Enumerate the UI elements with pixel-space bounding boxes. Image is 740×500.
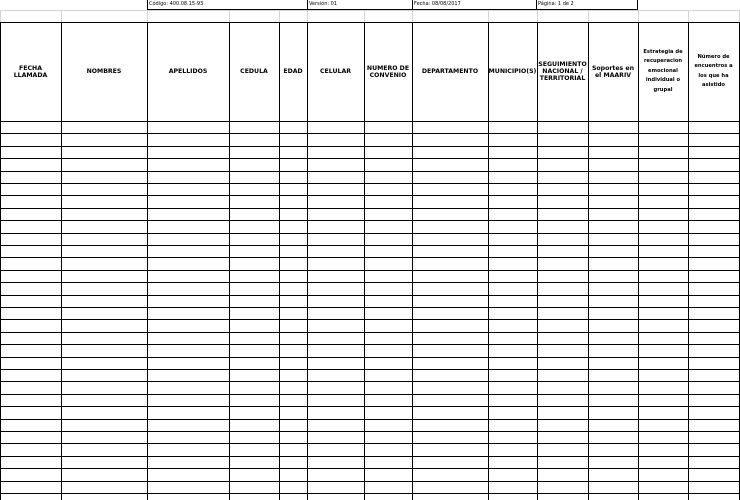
row-border <box>0 307 740 308</box>
column-border <box>147 22 148 500</box>
header-codigo: Código: 400.08.15-93 <box>149 1 204 7</box>
row-border <box>0 381 740 382</box>
column-border <box>229 22 230 500</box>
gridline <box>588 10 589 22</box>
column-border <box>412 22 413 500</box>
header-pagina: Página: 1 de 2 <box>538 1 574 7</box>
row-border <box>0 443 740 444</box>
gridline <box>488 10 489 22</box>
header-top-border <box>0 22 740 23</box>
row-border <box>0 431 740 432</box>
row-border <box>0 369 740 370</box>
column-header: Número de encuentros a los que ha asistido <box>694 53 733 88</box>
row-border <box>0 295 740 296</box>
row-border <box>0 146 740 147</box>
row-border <box>0 419 740 420</box>
column-header: Estrategia de recuperacion emocional individual o grupal <box>643 48 683 93</box>
row-border <box>0 282 740 283</box>
column-header: NUMERO DE CONVENIO <box>366 64 410 79</box>
row-border <box>0 468 740 469</box>
header-bottom-border <box>0 121 740 122</box>
column-border <box>588 22 589 500</box>
row-border <box>0 456 740 457</box>
row-border <box>0 171 740 172</box>
column-border <box>307 22 308 500</box>
row-border <box>0 394 740 395</box>
gridline <box>0 10 1 22</box>
gridline <box>279 10 280 22</box>
column-border <box>638 22 639 500</box>
column-header: SEGUIMIENTO NACIONAL / TERRITORIAL <box>538 61 587 82</box>
row-border <box>0 158 740 159</box>
row-border <box>0 493 740 494</box>
row-border <box>0 220 740 221</box>
row-border <box>0 270 740 271</box>
gridline <box>147 10 148 22</box>
row-border <box>0 332 740 333</box>
row-border <box>0 195 740 196</box>
gridline <box>229 10 230 22</box>
column-header: Soportes en el MAARIV <box>591 64 635 79</box>
column-border <box>61 22 62 500</box>
column-header: FECHA LLAMADA <box>13 64 48 79</box>
column-border <box>537 22 538 500</box>
row-border <box>0 245 740 246</box>
column-header: EDAD <box>283 68 303 75</box>
row-border <box>0 133 740 134</box>
row-border <box>0 357 740 358</box>
column-header: DEPARTAMENTO <box>421 68 479 75</box>
column-border <box>688 22 689 500</box>
column-header: NOMBRES <box>86 68 122 75</box>
gridline <box>307 10 308 22</box>
gridline <box>412 10 413 22</box>
column-header: MUNICIPIO(S) <box>488 68 537 75</box>
gridline <box>364 10 365 22</box>
header-fecha: Fecha: 08/08/2017 <box>414 1 461 7</box>
row-border <box>0 208 740 209</box>
column-border <box>279 22 280 500</box>
row-border <box>0 183 740 184</box>
column-border <box>488 22 489 500</box>
gridline <box>688 10 689 22</box>
column-border <box>364 22 365 500</box>
column-border <box>0 22 1 500</box>
row-border <box>0 481 740 482</box>
row-border <box>0 233 740 234</box>
row-border <box>0 319 740 320</box>
gridline <box>638 10 639 22</box>
gridline <box>61 10 62 22</box>
row-border <box>0 406 740 407</box>
gridline <box>537 10 538 22</box>
row-border <box>0 257 740 258</box>
gridline <box>0 10 740 11</box>
column-header: CELULAR <box>319 68 351 75</box>
row-border <box>0 344 740 345</box>
column-header: APELLIDOS <box>168 68 208 75</box>
header-version: Versión: 01 <box>309 1 338 7</box>
column-header: CEDULA <box>240 68 268 75</box>
